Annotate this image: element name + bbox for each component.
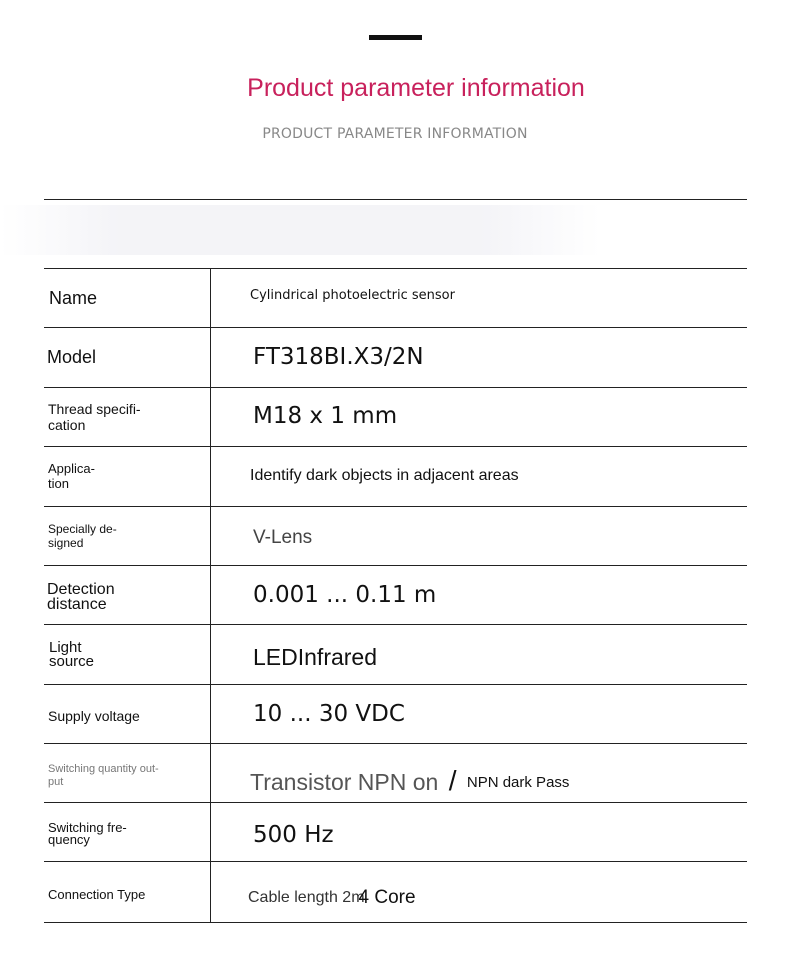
row-label: Specially de- signed: [48, 522, 117, 550]
table-row: [44, 506, 747, 565]
row-label: Light source: [49, 639, 95, 670]
row-label: Name: [49, 288, 98, 308]
page-title: Product parameter information: [247, 74, 585, 102]
table-row: [44, 327, 747, 387]
row-value-main: Cable length 2m: [248, 889, 365, 906]
row-value: Identify dark objects in adjacent areas: [250, 467, 519, 484]
row-label: Supply voltage: [48, 708, 140, 724]
table-row: [44, 268, 747, 327]
table-row: [44, 387, 747, 446]
table-row: [44, 861, 747, 922]
row-value-main: Transistor NPN on: [250, 769, 439, 795]
row-value: 500 Hz: [253, 822, 334, 848]
table-bottom-rule: [44, 922, 747, 923]
row-value-extra: 4 Core: [358, 887, 416, 908]
row-value: FT318BI.X3/2N: [253, 344, 424, 370]
row-label: Detection distance: [47, 581, 115, 613]
row-value: [248, 886, 416, 908]
row-value: V-Lens: [253, 527, 313, 548]
faint-header-band: [0, 205, 600, 255]
top-accent-bar: [369, 35, 422, 40]
row-label: Thread specifi- cation: [48, 401, 141, 433]
row-value: M18 x 1 mm: [253, 403, 398, 429]
page-subtitle: PRODUCT PARAMETER INFORMATION: [262, 126, 528, 142]
table-row: [44, 802, 747, 861]
row-value: 0.001 ... 0.11 m: [253, 582, 437, 608]
row-value: LEDInfrared: [253, 644, 378, 670]
row-value-extra: NPN dark Pass: [466, 774, 570, 791]
table-row: [44, 743, 747, 802]
row-label: Applica- tion: [48, 461, 95, 491]
row-value: [250, 765, 569, 797]
row-value: 10 ... 30 VDC: [253, 701, 405, 727]
row-label: Connection Type: [48, 887, 146, 902]
table-top-rule: [44, 199, 747, 200]
table-row: [44, 684, 747, 743]
row-label: Switching fre- quency: [48, 820, 127, 847]
table-row: [44, 624, 747, 684]
row-label: Switching quantity out- put: [48, 763, 159, 788]
table-row: [44, 565, 747, 624]
row-label: Model: [47, 347, 97, 367]
table-row: [44, 446, 747, 506]
row-value-separator: /: [448, 765, 457, 796]
row-value: Cylindrical photoelectric sensor: [250, 288, 455, 303]
